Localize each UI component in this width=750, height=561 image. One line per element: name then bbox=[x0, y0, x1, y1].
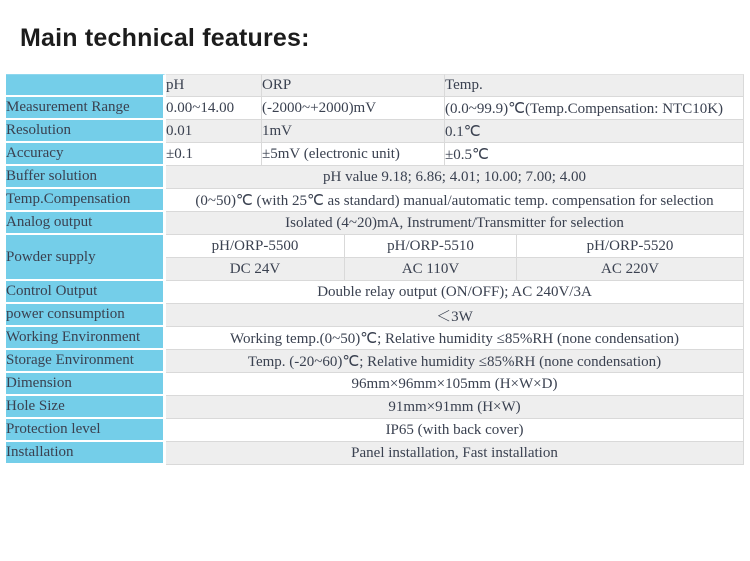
cell-value: Panel installation, Fast installation bbox=[166, 442, 744, 465]
page-title: Main technical features: bbox=[20, 24, 310, 52]
row-label: Dimension bbox=[6, 373, 166, 396]
cell-orp: 1mV bbox=[262, 120, 445, 143]
cell-model-5510: pH/ORP-5510 bbox=[345, 235, 517, 258]
cell-value: Temp. (-20~60)℃; Relative humidity ≤85%RH (none condensation) bbox=[166, 350, 744, 373]
cell-orp: (-2000~+2000)mV bbox=[262, 97, 445, 120]
cell-temp: ±0.5℃ bbox=[445, 143, 744, 166]
cell-model-5500: pH/ORP-5500 bbox=[166, 235, 345, 258]
row-label: Hole Size bbox=[6, 396, 166, 419]
cell-value: IP65 (with back cover) bbox=[166, 419, 744, 442]
table-row-measurement-range bbox=[6, 97, 744, 120]
row-label: Protection level bbox=[6, 419, 166, 442]
row-label: power consumption bbox=[6, 304, 166, 327]
column-header-temp: Temp. bbox=[445, 74, 744, 97]
cell-value: ＜3W bbox=[166, 304, 744, 327]
row-label: Powder supply bbox=[6, 235, 166, 281]
cell-value: (0~50)℃ (with 25℃ as standard) manual/automatic temp. compensation for selection bbox=[166, 189, 744, 212]
cell-power-ac220: AC 220V bbox=[517, 258, 744, 281]
table-row-working-environment bbox=[6, 327, 744, 350]
cell-value: Isolated (4~20)mA, Instrument/Transmitter for selection bbox=[166, 212, 744, 235]
table-row-dimension bbox=[6, 373, 744, 396]
table-row-header bbox=[6, 74, 744, 97]
table-row-power-consumption bbox=[6, 304, 744, 327]
cell-temp: (0.0~99.9)℃(Temp.Compensation: NTC10K) bbox=[445, 97, 744, 120]
row-label: Measurement Range bbox=[6, 97, 166, 120]
table-row-installation bbox=[6, 442, 744, 465]
cell-ph: ±0.1 bbox=[166, 143, 262, 166]
cell-power-ac110: AC 110V bbox=[345, 258, 517, 281]
cell-value: 96mm×96mm×105mm (H×W×D) bbox=[166, 373, 744, 396]
row-label: Temp.Compensation bbox=[6, 189, 166, 212]
cell-orp: ±5mV (electronic unit) bbox=[262, 143, 445, 166]
cell-value: 91mm×91mm (H×W) bbox=[166, 396, 744, 419]
row-label: Accuracy bbox=[6, 143, 166, 166]
technical-features-table bbox=[6, 74, 744, 465]
corner-cell bbox=[6, 74, 166, 97]
row-label: Analog output bbox=[6, 212, 166, 235]
row-label: Control Output bbox=[6, 281, 166, 304]
cell-ph: 0.00~14.00 bbox=[166, 97, 262, 120]
column-header-orp: ORP bbox=[262, 74, 445, 97]
cell-value: Working temp.(0~50)℃; Relative humidity ≤85%RH (none condensation) bbox=[166, 327, 744, 350]
table-row-protection-level bbox=[6, 419, 744, 442]
table-row-analog-output bbox=[6, 212, 744, 235]
table-row-resolution bbox=[6, 120, 744, 143]
cell-temp: 0.1℃ bbox=[445, 120, 744, 143]
table-row-hole-size bbox=[6, 396, 744, 419]
table-row-powder-supply-models bbox=[6, 235, 744, 258]
table-row-storage-environment bbox=[6, 350, 744, 373]
row-label: Installation bbox=[6, 442, 166, 465]
cell-power-dc24: DC 24V bbox=[166, 258, 345, 281]
row-label: Storage Environment bbox=[6, 350, 166, 373]
table-row-accuracy bbox=[6, 143, 744, 166]
table-row-temp-compensation bbox=[6, 189, 744, 212]
column-header-ph: pH bbox=[166, 74, 262, 97]
cell-value: pH value 9.18; 6.86; 4.01; 10.00; 7.00; 4.00 bbox=[166, 166, 744, 189]
row-label: Resolution bbox=[6, 120, 166, 143]
row-label: Working Environment bbox=[6, 327, 166, 350]
row-label: Buffer solution bbox=[6, 166, 166, 189]
cell-model-5520: pH/ORP-5520 bbox=[517, 235, 744, 258]
cell-value: Double relay output (ON/OFF); AC 240V/3A bbox=[166, 281, 744, 304]
table-row-buffer-solution bbox=[6, 166, 744, 189]
cell-ph: 0.01 bbox=[166, 120, 262, 143]
table-row-control-output bbox=[6, 281, 744, 304]
